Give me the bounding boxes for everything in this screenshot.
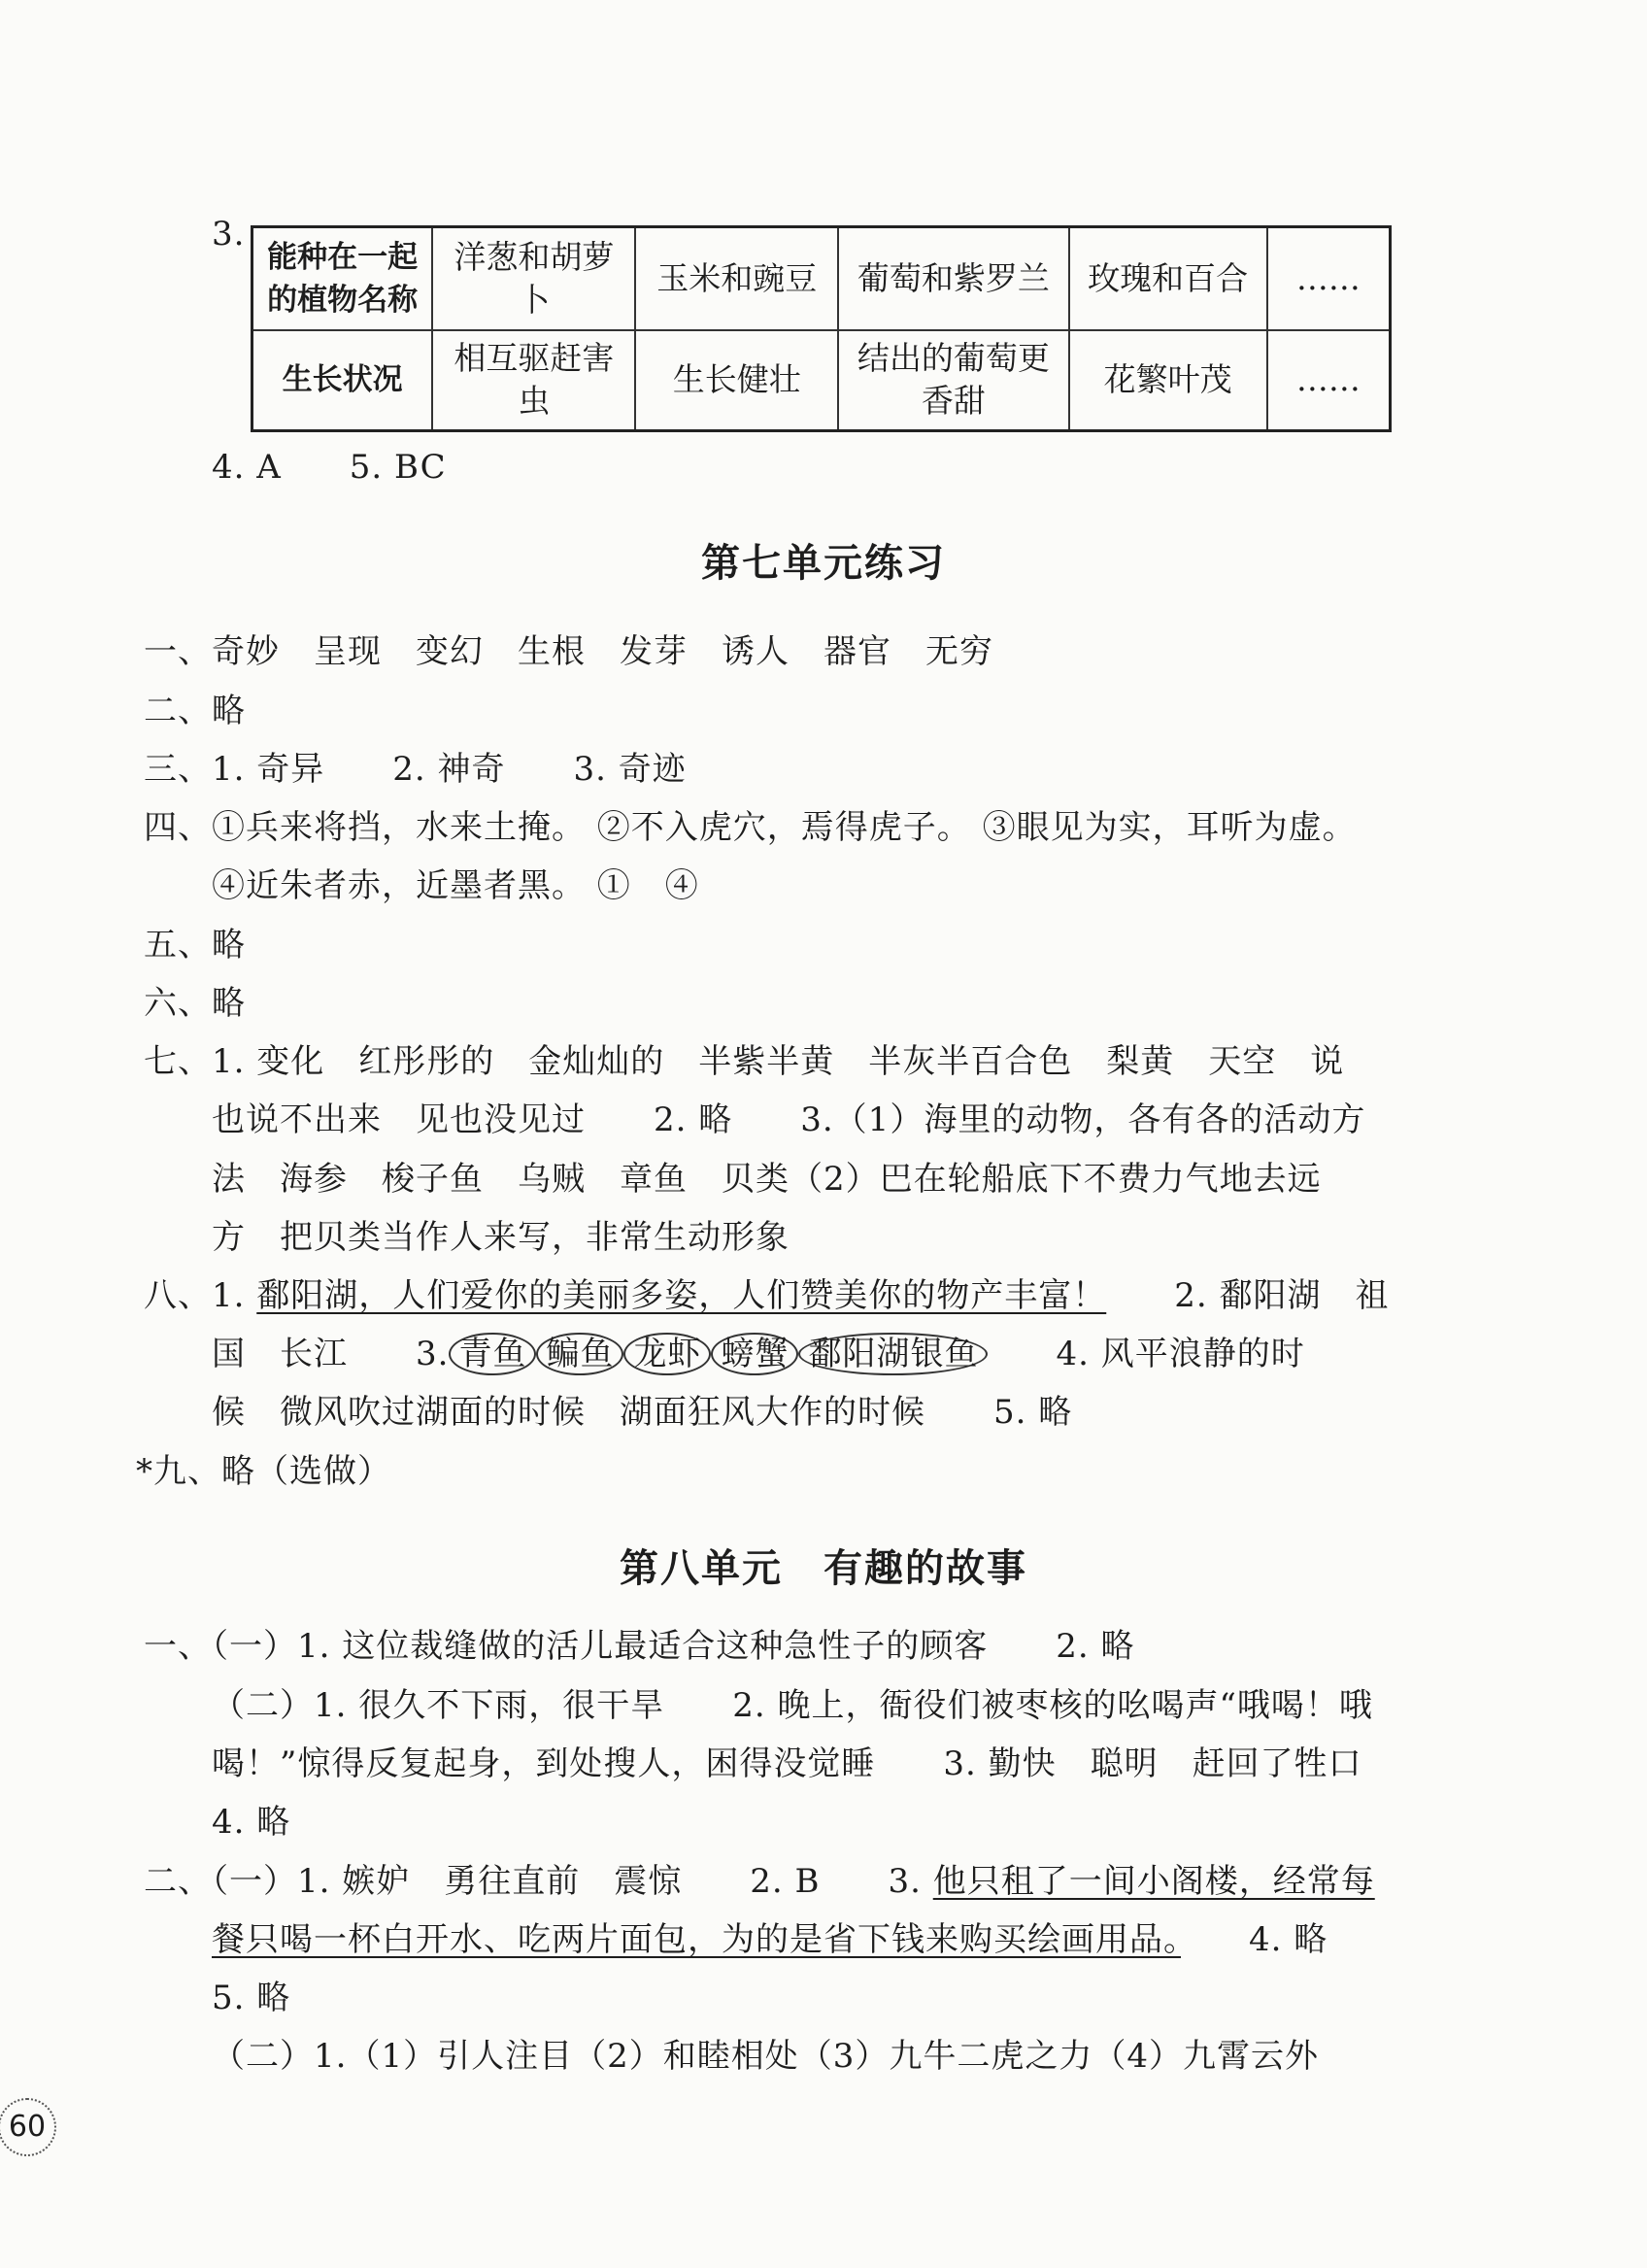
table-cell: 生长健壮: [635, 330, 838, 431]
answers-4-5: 4. A 5. BC: [212, 448, 447, 487]
table-cell: 花繁叶茂: [1069, 330, 1267, 431]
circled-word: 螃蟹: [711, 1333, 798, 1375]
s8-line-2: （二）1. 很久不下雨，很干旱 2. 晚上，衙役们被枣核的吆喝声“哦喝！哦: [212, 1686, 1373, 1725]
s7-line-11: 方 把贝类当作人来写，非常生动形象: [212, 1218, 790, 1257]
s7-line-9: 也说不出来 见也没见过 2. 略 3.（1）海里的动物，各有各的活动方: [212, 1100, 1366, 1139]
table-cell: ……: [1267, 330, 1391, 431]
question-3-label: 3.: [212, 215, 246, 254]
s7-line-12-suffix: 2. 鄱阳湖 祖: [1106, 1276, 1390, 1315]
table-cell: ……: [1267, 227, 1391, 330]
table-header-cell: 能种在一起的植物名称: [252, 227, 433, 330]
s7-line-13: [212, 1332, 1305, 1376]
s8-line-8: （二）1.（1）引人注目（2）和睦相处（3）九牛二虎之力（4）九霄云外: [212, 2037, 1319, 2076]
table-cell: 葡萄和紫罗兰: [838, 227, 1068, 330]
underlined-answer: 餐只喝一杯白开水、吃两片面包，为的是省下钱来购买绘画用品。: [212, 1920, 1181, 1959]
s8-line-1: 一、（一）1. 这位裁缝做的活儿最适合这种急性子的顾客 2. 略: [144, 1627, 1135, 1666]
table-cell: 相互驱赶害虫: [432, 330, 635, 431]
s8-line-6-suffix: 4. 略: [1181, 1920, 1328, 1959]
s7-line-4: 四、①兵来将挡，水来土掩。 ②不入虎穴，焉得虎子。 ③眼见为实，耳听为虚。: [144, 808, 1357, 847]
s8-line-4: 4. 略: [212, 1803, 291, 1842]
underlined-answer: 他只租了一间小阁楼，经常每: [932, 1862, 1375, 1901]
table-cell: 结出的葡萄更香甜: [838, 330, 1068, 431]
s7-line-5: ④近朱者赤，近墨者黑。 ① ④: [212, 866, 699, 905]
table-cell: 玉米和豌豆: [635, 227, 838, 330]
s8-line-3: 喝！”惊得反复起身，到处搜人，困得没觉睡 3. 勤快 聪明 赶回了牲口: [212, 1744, 1362, 1783]
s7-line-3: 三、1. 奇异 2. 神奇 3. 奇迹: [144, 750, 687, 789]
circled-word: 鳊鱼: [536, 1333, 623, 1375]
table-cell: 洋葱和胡萝卜: [432, 227, 635, 330]
s8-line-7: 5. 略: [212, 1979, 291, 2017]
circled-word: 龙虾: [623, 1333, 711, 1375]
table-row: [252, 330, 1391, 431]
s7-line-8: 七、1. 变化 红彤彤的 金灿灿的 半紫半黄 半灰半百合色 梨黄 天空 说: [144, 1042, 1345, 1081]
s8-line-6: [212, 1917, 1328, 1962]
table-header-cell: 生长状况: [252, 330, 433, 431]
circled-word: 青鱼: [449, 1333, 536, 1375]
s7-line-7: 六、略: [144, 984, 246, 1023]
s7-line-13-suffix: 4. 风平浪静的时: [988, 1335, 1305, 1373]
s8-line-5: [144, 1859, 1375, 1904]
s7-line-12: [144, 1273, 1390, 1318]
page-number: 60: [0, 2098, 56, 2156]
s7-line-12-prefix: 八、1.: [144, 1276, 257, 1315]
s7-line-14: 候 微风吹过湖面的时候 湖面狂风大作的时候 5. 略: [212, 1393, 1073, 1432]
s7-line-10: 法 海参 梭子鱼 乌贼 章鱼 贝类（2）巴在轮船底下不费力气地去远: [212, 1160, 1322, 1199]
section-7-title: 第七单元练习: [701, 541, 946, 586]
circled-word: 鄱阳湖银鱼: [798, 1333, 988, 1375]
s7-line-15: *九、略（选做）: [136, 1452, 391, 1491]
s7-line-2: 二、略: [144, 692, 246, 730]
table-row: [252, 227, 1391, 330]
plants-table: [251, 225, 1392, 432]
s7-line-6: 五、略: [144, 926, 246, 965]
section-8-title: 第八单元 有趣的故事: [620, 1546, 1027, 1591]
s7-line-1: 一、奇妙 呈现 变幻 生根 发芽 诱人 器官 无穷: [144, 632, 993, 671]
s7-line-13-prefix: 国 长江 3.: [212, 1335, 450, 1373]
table-cell: 玫瑰和百合: [1069, 227, 1267, 330]
s8-line-5-prefix: 二、（一）1. 嫉妒 勇往直前 震惊 2. B 3.: [144, 1862, 933, 1901]
underlined-answer: 鄱阳湖，人们爱你的美丽多姿，人们赞美你的物产丰富！: [256, 1276, 1107, 1315]
